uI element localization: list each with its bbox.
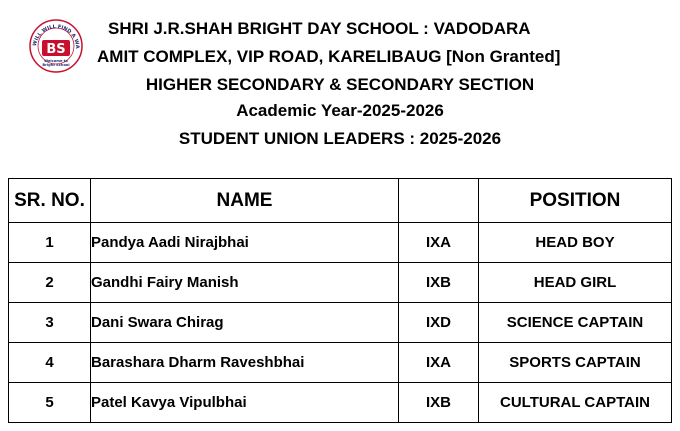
logo-monogram: BS	[46, 42, 66, 57]
cell-sr: 2	[9, 263, 91, 303]
cell-name: Pandya Aadi Nirajbhai	[91, 223, 399, 263]
header-sr-no: SR. NO.	[9, 179, 91, 223]
table-row	[9, 343, 672, 383]
cell-position: HEAD BOY	[479, 223, 672, 263]
cell-name: Barashara Dharm Raveshbhai	[91, 343, 399, 383]
cell-position: CULTURAL CAPTAIN	[479, 383, 672, 423]
cell-position: HEAD GIRL	[479, 263, 672, 303]
cell-position: SCIENCE CAPTAIN	[479, 303, 672, 343]
section-name: HIGHER SECONDARY & SECONDARY SECTION	[145, 75, 535, 94]
school-name: SHRI J.R.SHAH BRIGHT DAY SCHOOL : VADODARA	[108, 19, 531, 38]
header-name: NAME	[91, 179, 399, 223]
table-row	[9, 383, 672, 423]
school-address: AMIT COMPLEX, VIP ROAD, KARELIBAUG [Non Granted]	[97, 47, 561, 66]
student-leaders-table	[8, 178, 672, 423]
cell-name: Patel Kavya Vipulbhai	[91, 383, 399, 423]
table-row	[9, 303, 672, 343]
logo-caption-bottom: Bright School	[42, 63, 70, 67]
table-row	[9, 263, 672, 303]
cell-sr: 1	[9, 223, 91, 263]
cell-class: IXA	[399, 343, 479, 383]
header-class	[399, 179, 479, 223]
header-position: POSITION	[479, 179, 672, 223]
cell-position: SPORTS CAPTAIN	[479, 343, 672, 383]
cell-name: Dani Swara Chirag	[91, 303, 399, 343]
cell-name: Gandhi Fairy Manish	[91, 263, 399, 303]
academic-year: Academic Year-2025-2026	[236, 101, 444, 120]
cell-sr: 3	[9, 303, 91, 343]
table-row	[9, 223, 672, 263]
table-header-row	[9, 179, 672, 223]
cell-class: IXA	[399, 223, 479, 263]
logo-arc-text: WILL WILL FIND A WA	[31, 23, 81, 49]
document-title: STUDENT UNION LEADERS : 2025-2026	[178, 129, 502, 148]
logo-caption-top: Welcome to	[44, 59, 68, 63]
cell-class: IXB	[399, 263, 479, 303]
cell-class: IXB	[399, 383, 479, 423]
cell-sr: 5	[9, 383, 91, 423]
cell-sr: 4	[9, 343, 91, 383]
cell-class: IXD	[399, 303, 479, 343]
